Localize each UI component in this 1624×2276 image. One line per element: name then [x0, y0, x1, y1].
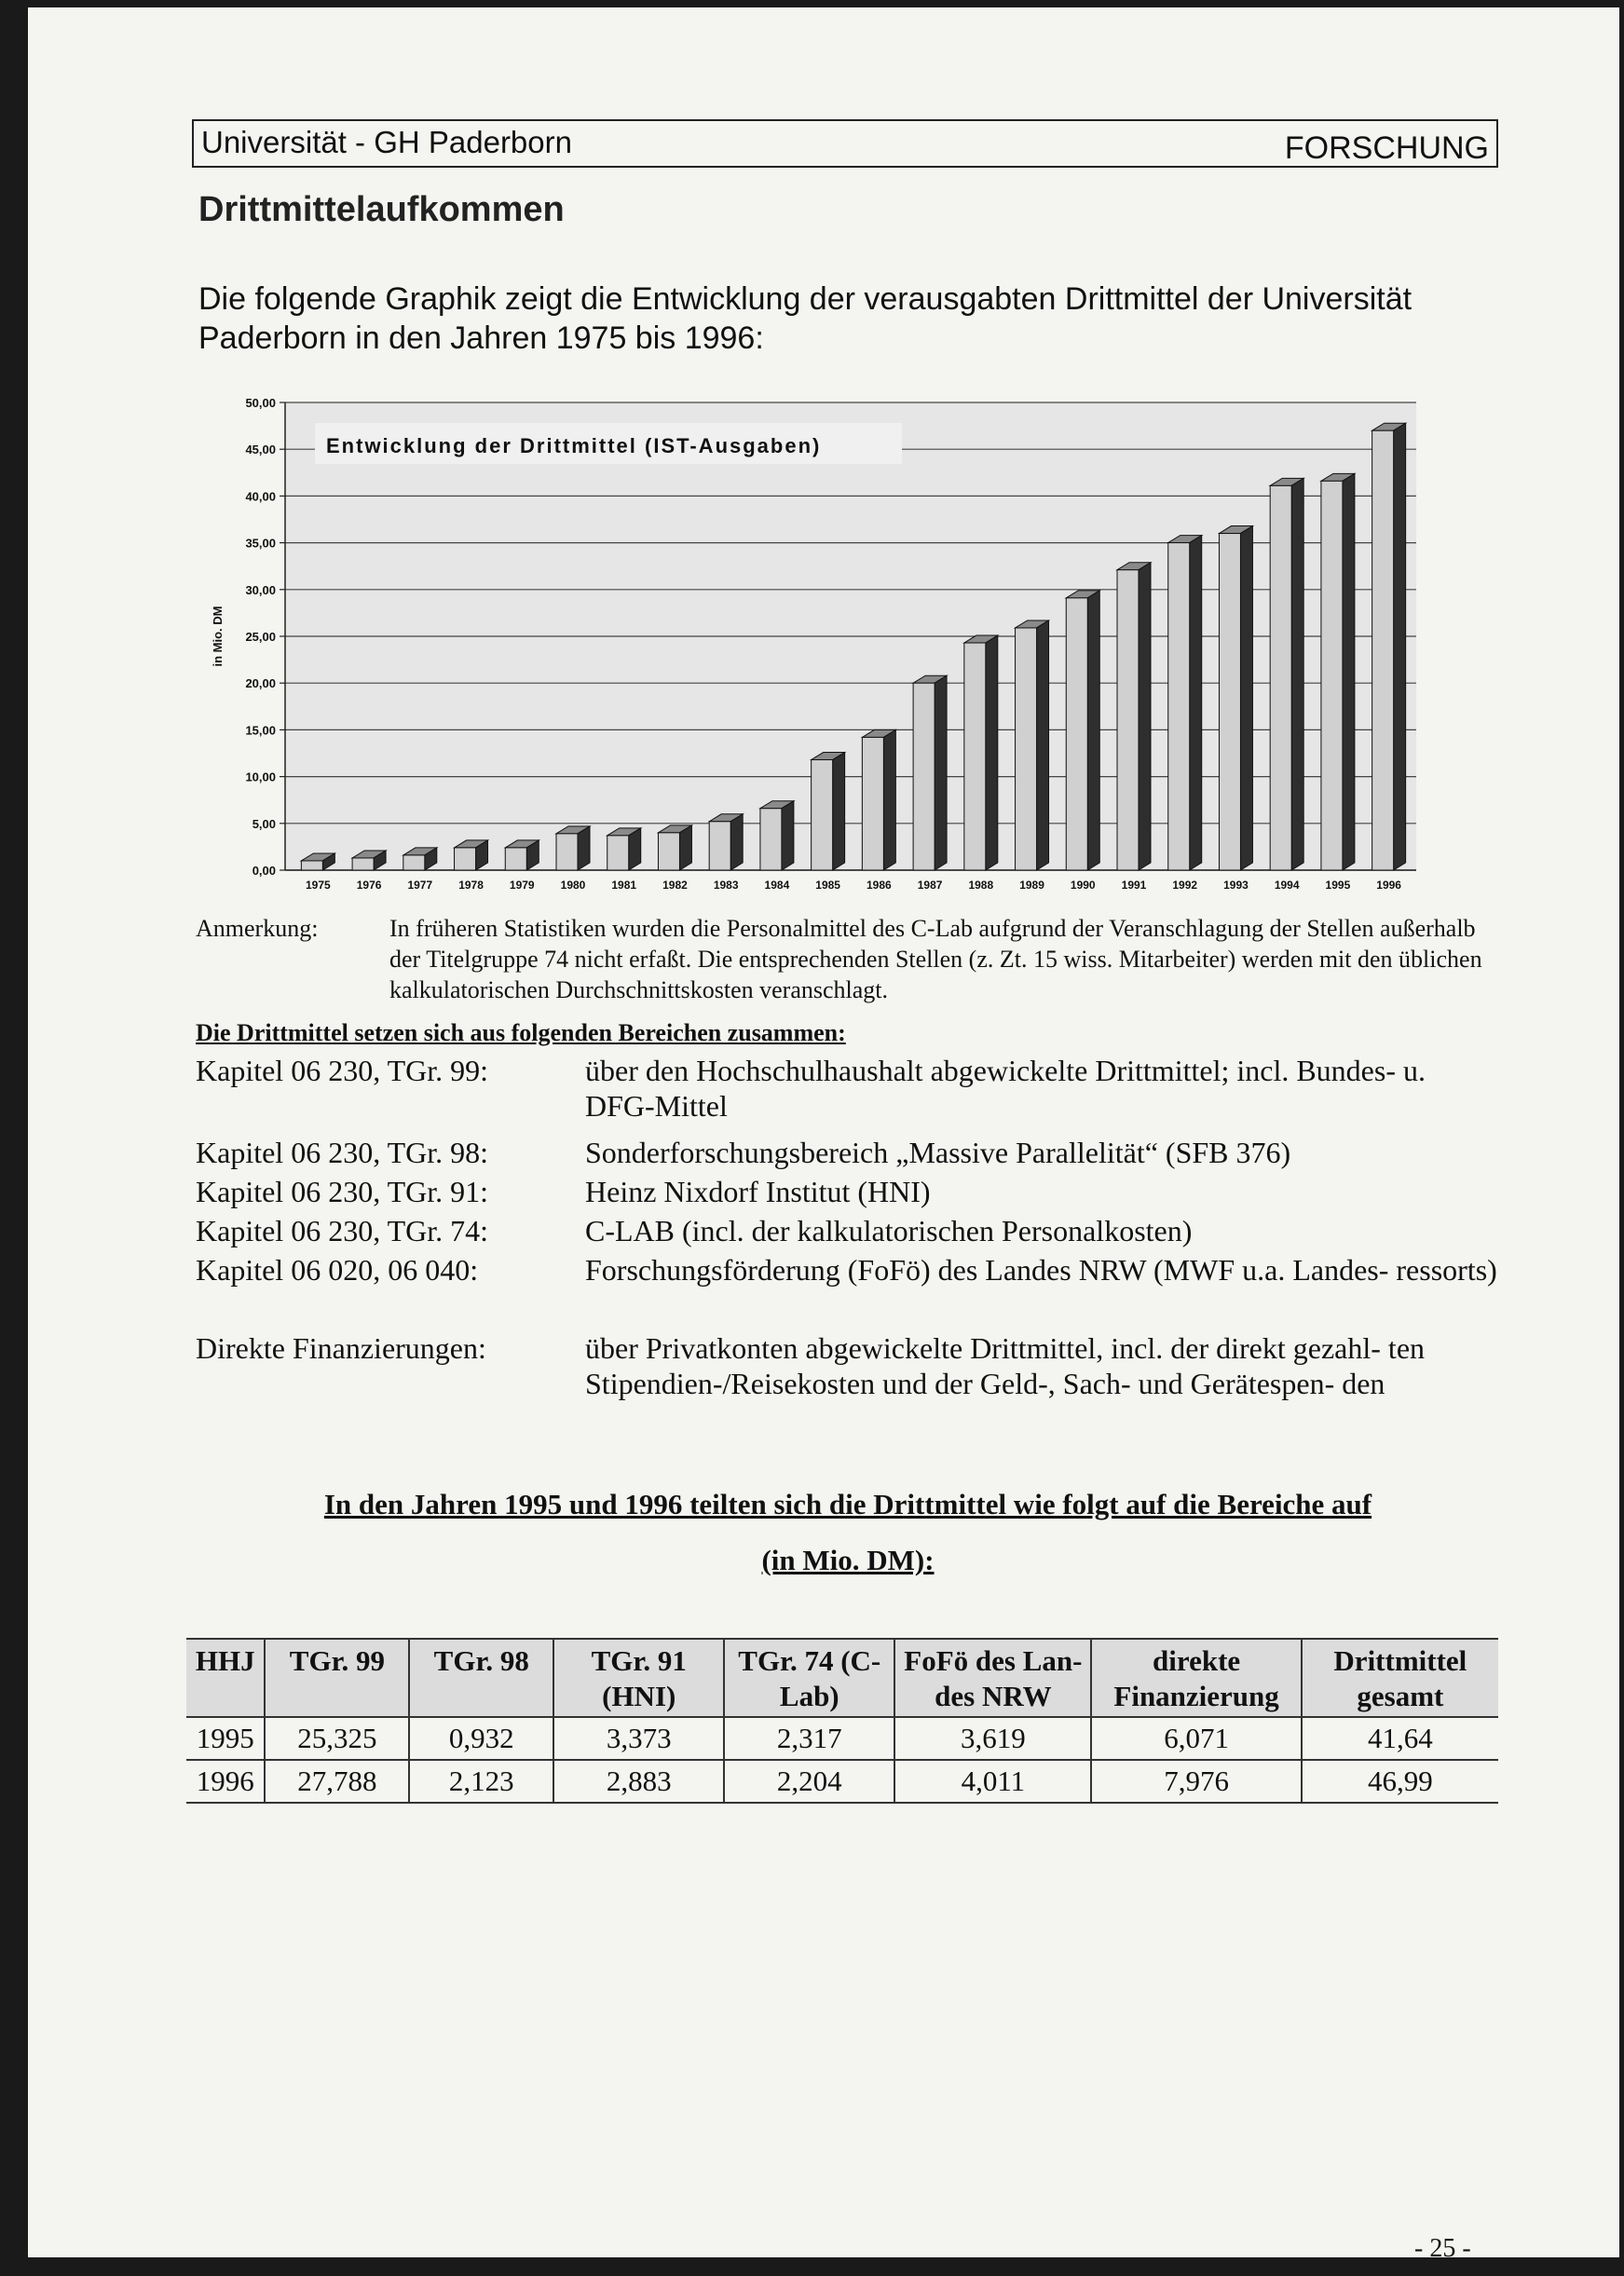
funding-bar-chart [194, 397, 1442, 907]
section-value: Sonderforschungsbereich „Massive Parallelität“ (SFB 376) [585, 1136, 1291, 1169]
bar [1016, 628, 1037, 870]
summary-line-2: (in Mio. DM): [761, 1544, 935, 1576]
x-tick-label: 1989 [1019, 879, 1044, 892]
y-tick-label: 35,00 [245, 536, 276, 551]
table-cell: 0,932 [409, 1717, 553, 1760]
bar [760, 809, 782, 870]
bar [607, 836, 629, 870]
funding-table [186, 1638, 1498, 1804]
bar [709, 822, 730, 870]
note-label: Anmerkung: [196, 915, 319, 942]
bar-side [986, 635, 998, 870]
bar [1270, 485, 1291, 870]
table-cell: 2,317 [724, 1717, 894, 1760]
section-value: C-LAB (incl. der kalkulatorischen Personalkosten) [585, 1214, 1193, 1247]
table-cell: 27,788 [265, 1760, 409, 1803]
y-tick-label: 0,00 [252, 864, 276, 878]
table-cell: 46,99 [1367, 1765, 1433, 1797]
y-tick-label: 50,00 [245, 397, 276, 410]
note-text: In früheren Statistiken wurden die Personalmittel des C-Lab aufgrund der Veranschlagung der Stellen außerhalb der Titelgruppe 74 nicht erfaßt. Die entsprechenden Stellen (z. Zt. 15 wiss. Mitarbeiter) werden mit den üblichen kalkulatorischen Durchschnittskosten veranschlagt. [389, 915, 1482, 1003]
summary-line-1: In den Jahren 1995 und 1996 teilten sich die Drittmittel wie folgt auf die Bereiche auf [323, 1488, 1372, 1520]
bar-side [679, 825, 691, 870]
table-cell: 3,619 [894, 1717, 1091, 1760]
table-row [186, 1760, 1498, 1803]
x-tick-label: 1980 [560, 879, 586, 892]
bar [1066, 598, 1087, 870]
x-tick-label: 1991 [1121, 879, 1147, 892]
table-header-cell: FoFö des Lan- des NRW [894, 1639, 1091, 1717]
y-tick-label: 20,00 [245, 676, 276, 691]
bar [1219, 534, 1240, 870]
document-page [28, 7, 1619, 2263]
section-key: Direkte Finanzierungen: [196, 1331, 486, 1365]
y-tick-label: 10,00 [245, 770, 276, 784]
x-tick-label: 1981 [611, 879, 637, 892]
bar-side [629, 828, 641, 870]
page-title: Drittmittelaufkommen [198, 190, 565, 229]
bar [352, 858, 374, 870]
table-cell: 1996 [186, 1760, 265, 1803]
bar-side [935, 675, 947, 870]
table-cell: 2,883 [553, 1760, 724, 1803]
header-university: Universität - GH Paderborn [201, 125, 572, 159]
bar-side [1139, 563, 1151, 870]
summary-heading [196, 1477, 1500, 1588]
bar-side [730, 814, 743, 870]
bar-side [1190, 536, 1202, 870]
x-tick-label: 1995 [1325, 879, 1351, 892]
x-tick-label: 1982 [662, 879, 688, 892]
bar [403, 855, 425, 870]
table-cell: 2,123 [409, 1760, 553, 1803]
bar-side [883, 729, 895, 870]
table-row [186, 1717, 1498, 1760]
table-cell: 1995 [186, 1717, 265, 1760]
section-key: Kapitel 06 230, TGr. 98: [196, 1136, 489, 1169]
bar-side [1037, 620, 1049, 870]
table-header-cell: TGr. 99 [265, 1639, 409, 1717]
section-value: über den Hochschulhaushalt abgewickelte Drittmittel; incl. Bundes- u. DFG-Mittel [585, 1054, 1426, 1123]
bar [556, 834, 578, 870]
page-number: - 25 - [1414, 2234, 1471, 2263]
x-tick-label: 1994 [1274, 879, 1300, 892]
y-tick-label: 40,00 [245, 489, 276, 504]
x-tick-label: 1979 [509, 879, 535, 892]
x-tick-label: 1987 [917, 879, 943, 892]
bar [812, 760, 833, 870]
bar [1168, 543, 1190, 870]
x-tick-label: 1993 [1223, 879, 1249, 892]
table-header-cell: Drittmittel gesamt [1302, 1639, 1498, 1717]
bar [1321, 481, 1343, 870]
table-cell: 6,071 [1091, 1717, 1301, 1760]
x-tick-label: 1985 [815, 879, 840, 892]
bar-side [1343, 473, 1355, 870]
bar [1117, 570, 1139, 870]
table-cell: 7,976 [1091, 1760, 1301, 1803]
x-tick-label: 1990 [1070, 879, 1096, 892]
table-cell: 4,011 [894, 1760, 1091, 1803]
x-tick-label: 1988 [968, 879, 994, 892]
chart-title: Entwicklung der Drittmittel (IST-Ausgaben) [326, 434, 822, 457]
y-tick-label: 25,00 [245, 630, 276, 644]
section-value: Heinz Nixdorf Institut (HNI) [585, 1175, 931, 1208]
x-tick-label: 1976 [356, 879, 382, 892]
y-axis-label: in Mio. DM [211, 606, 225, 667]
y-tick-label: 15,00 [245, 723, 276, 738]
bar-side [833, 753, 845, 870]
y-tick-label: 5,00 [252, 816, 276, 831]
x-tick-label: 1978 [458, 879, 484, 892]
bar [862, 737, 883, 870]
table-header-cell: direkte Finanzierung [1091, 1639, 1301, 1717]
section-value: über Privatkonten abgewickelte Drittmittel, incl. der direkt gezahl- ten Stipendien-/Reisekosten und der Geld-, Sach- und Gerätespen- den [585, 1331, 1426, 1400]
bar [658, 833, 679, 870]
table-header-cell: HHJ [186, 1639, 265, 1717]
bar [913, 683, 935, 870]
x-tick-label: 1984 [764, 879, 790, 892]
bar-side [1240, 526, 1252, 870]
table-cell: 25,325 [265, 1717, 409, 1760]
bar [505, 848, 526, 870]
bar-side [1087, 591, 1099, 870]
section-key: Kapitel 06 020, 06 040: [196, 1253, 479, 1287]
table-header-cell: TGr. 91 (HNI) [553, 1639, 724, 1717]
bar-side [1394, 423, 1406, 870]
bar [1372, 430, 1394, 870]
section-key: Kapitel 06 230, TGr. 91: [196, 1175, 489, 1208]
section-key: Kapitel 06 230, TGr. 74: [196, 1214, 489, 1247]
bar-side [1291, 478, 1303, 870]
section-key: Kapitel 06 230, TGr. 99: [196, 1054, 489, 1087]
table-header-cell: TGr. 74 (C-Lab) [724, 1639, 894, 1717]
bar [301, 861, 322, 870]
y-tick-label: 30,00 [245, 582, 276, 597]
section-value: Forschungsförderung (FoFö) des Landes NRW (MWF u.a. Landes- ressorts) [585, 1253, 1497, 1287]
bar-side [782, 801, 794, 870]
intro-paragraph: Die folgende Graphik zeigt die Entwicklung der verausgabten Drittmittel der Universität Paderborn in den Jahren 1975 bis 1996: [198, 281, 1412, 356]
bar [964, 643, 986, 870]
x-tick-label: 1992 [1172, 879, 1198, 892]
table-cell: 41,64 [1367, 1722, 1433, 1754]
header-section: FORSCHUNG [1284, 130, 1489, 166]
x-tick-label: 1996 [1376, 879, 1401, 892]
bar [455, 848, 476, 870]
sections-title: Die Drittmittel setzen sich aus folgenden Bereichen zusammen: [196, 1019, 846, 1046]
table-header-cell: TGr. 98 [409, 1639, 553, 1717]
y-tick-label: 45,00 [245, 443, 276, 457]
table-header-row [186, 1639, 1498, 1717]
bar-side [578, 826, 590, 870]
x-tick-label: 1983 [713, 879, 739, 892]
x-tick-label: 1986 [867, 879, 892, 892]
x-tick-label: 1977 [407, 879, 433, 892]
x-tick-label: 1975 [306, 879, 331, 892]
page-header [192, 119, 1498, 168]
table-cell: 2,204 [724, 1760, 894, 1803]
table-cell: 3,373 [553, 1717, 724, 1760]
